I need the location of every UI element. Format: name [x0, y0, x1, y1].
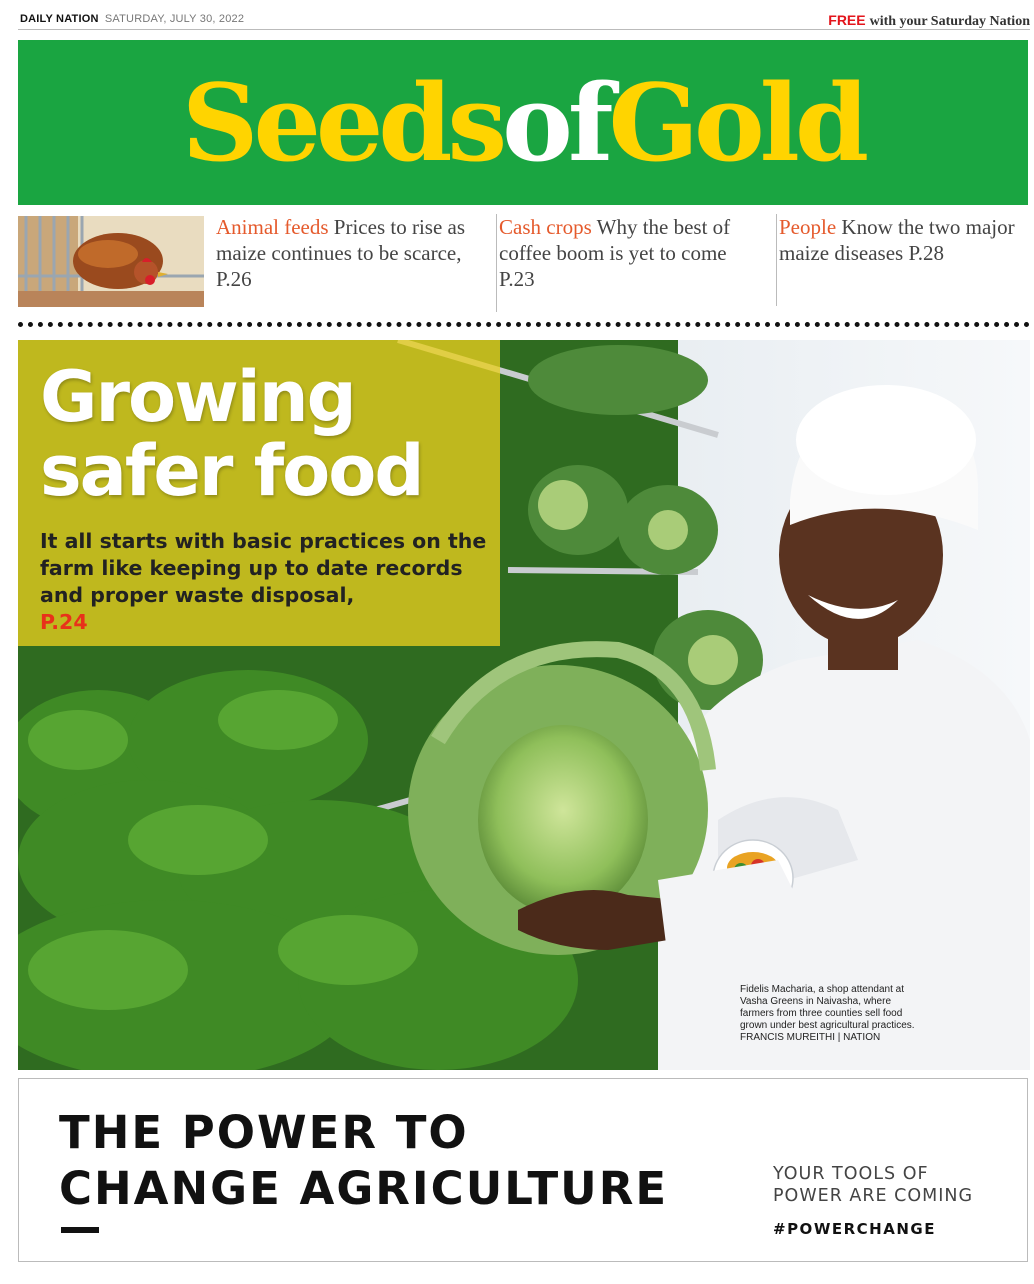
ad-hashtag[interactable]: #POWERCHANGE — [773, 1220, 936, 1238]
hen-illustration — [18, 216, 204, 307]
headline-line-2: safer food — [40, 430, 423, 512]
deck-page-ref[interactable]: P.24 — [40, 610, 88, 634]
top-strip — [18, 10, 1030, 30]
teaser-kicker: People — [779, 215, 837, 239]
masthead-of: of — [502, 60, 609, 185]
main-headline[interactable] — [40, 356, 423, 512]
ad-subtext — [773, 1163, 973, 1207]
teaser-people[interactable] — [776, 214, 1030, 306]
ad-subtext-line-1: YOUR TOOLS OF — [773, 1164, 929, 1184]
teaser-text: Prices to rise as maize continues to be scarce, P.26 — [216, 215, 466, 291]
hero-feature[interactable] — [18, 340, 1030, 1070]
free-label: FREE — [828, 12, 866, 28]
deck-text: It all starts with basic practices on the farm like keeping up to date records and proper waste disposal, — [40, 529, 487, 607]
teaser-text: Why the best of coffee boom is yet to come P.23 — [499, 215, 731, 291]
masthead-gold: Gold — [608, 60, 865, 185]
teaser-animal-feeds[interactable] — [216, 214, 478, 292]
ad-subtext-line-2: POWER ARE COMING — [773, 1186, 974, 1206]
teaser-cash-crops[interactable] — [496, 214, 758, 312]
teaser-text: Know the two major maize diseases P.28 — [779, 215, 1015, 265]
ad-accent-bar — [61, 1227, 99, 1233]
dotted-divider — [18, 322, 1030, 328]
ad-line-1: THE POWER TO — [59, 1106, 469, 1159]
caption-text: Fidelis Macharia, a shop attendant at Vasha Greens in Naivasha, where farmers from three counties sell food grown under best agricultural practices. — [740, 984, 915, 1031]
hen-thumbnail[interactable] — [18, 216, 204, 307]
free-notice — [828, 12, 1030, 30]
photo-caption — [740, 984, 918, 1044]
issue-date: SATURDAY, JULY 30, 2022 — [104, 13, 245, 25]
paper-name: DAILY NATION — [20, 13, 99, 25]
masthead-title — [18, 58, 1028, 188]
paper-dateline — [20, 13, 244, 25]
teaser-row — [18, 214, 1030, 314]
photo-credit: FRANCIS MUREITHI | NATION — [740, 1032, 881, 1043]
masthead-seeds: Seeds — [181, 60, 503, 185]
ad-line-2: CHANGE AGRICULTURE — [59, 1162, 669, 1215]
ad-headline — [59, 1105, 668, 1217]
power-change-ad[interactable] — [18, 1078, 1028, 1262]
free-notice-text: with your Saturday Nation — [869, 14, 1030, 29]
teaser-kicker: Cash crops — [499, 215, 592, 239]
headline-line-1: Growing — [40, 356, 355, 438]
headline-deck — [40, 528, 490, 636]
teaser-kicker: Animal feeds — [216, 215, 329, 239]
masthead — [18, 40, 1028, 205]
